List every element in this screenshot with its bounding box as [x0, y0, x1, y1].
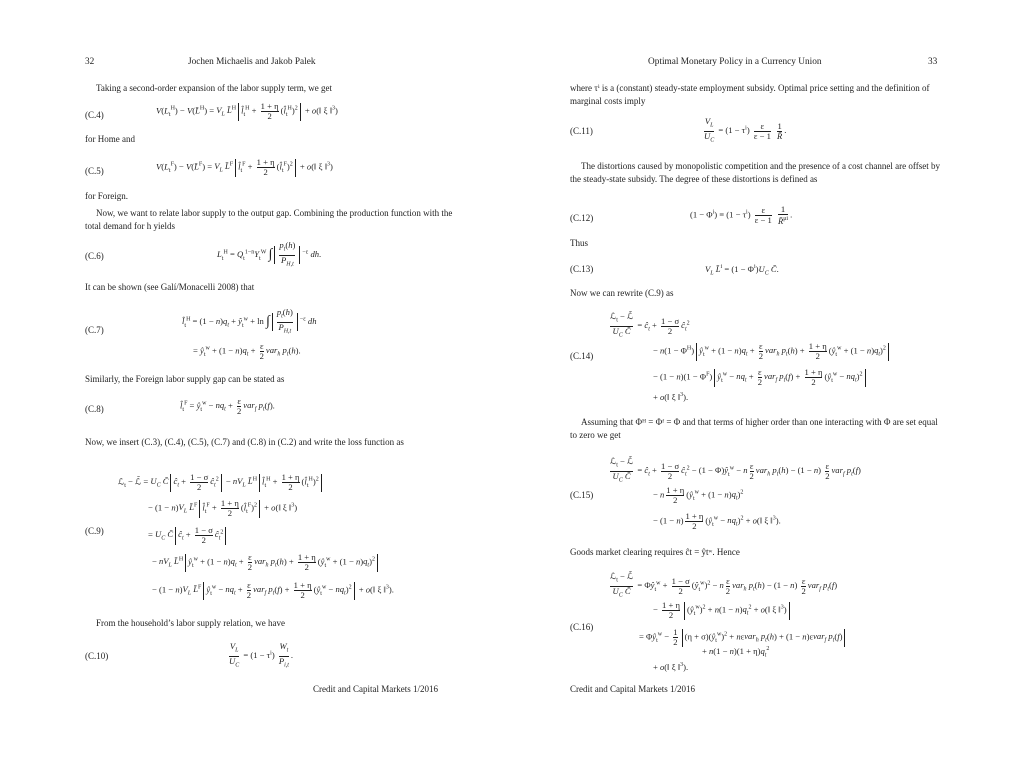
paragraph: Thus — [570, 238, 588, 248]
running-head: Jochen Michaelis and Jakob Palek — [188, 57, 316, 67]
equation-c7-line1: $l̂_t^H = (1 - n)q_t$ + $ŷ_t^w + \ln$ ∫ $\frac{p_t(h)}{P_{H,t}}$ $^{-\varepsilon}$ dh — [182, 307, 317, 335]
paragraph: It can be shown (see Galí/Monacelli 2008) that — [85, 282, 255, 292]
equation-number: (C.4) — [85, 110, 104, 120]
equation-c5: $V(L_t^F)$ − V(L̄$^F$) = $V_L$ L̄$^F$ $l̂_t^F$ + $\frac{1 + \eta}{2}$ $(l̂_t^F)^2$ + o(‖ ξ ‖$^3$) — [156, 157, 333, 177]
footer: Credit and Capital Markets 1/2016 — [313, 684, 438, 694]
equation-c9-line1: ℒ$_t$ − ℒ̄ = $U_C$ C̄ $ĉ_t$ + $\frac{1 - \sigma}{2}$ $ĉ_t^2 - nV_L$ L̄$^H$ $l̂_t^H$ + $\frac{1 + \eta}{2}$ $(l̂_t^H)^2$ — [118, 473, 324, 492]
equation-number: (C.14) — [570, 351, 594, 361]
equation-c11: $\frac{V_L}{U_C}$ = $(1 - \tau^i)$ $\frac{\varepsilon}{\varepsilon - 1}$ $\frac{1}{R̄}$ . — [704, 116, 787, 144]
paragraph: Now, we insert (C.3), (C.4), (C.5), (C.7) and (C.8) in (C.2) and write the loss function as — [85, 437, 404, 447]
paragraph: Now we can rewrite (C.9) as — [570, 288, 674, 298]
equation-c14-line3: − $(1 - n)(1 - \Phi^F)$ $ŷ_t^w - nq_t$ + $\frac{\varepsilon}{2}$ var$_f$ $p_t(f)$ + $\frac{1 + \eta}{2}$ $(ŷ_t^w - nq_t)^2$ — [653, 368, 868, 387]
equation-c13: $V_L$ L̄$^i$ = $(1 - \Phi^i)U_C$ C̄. — [705, 264, 779, 277]
equation-c16-line5: + o(‖ ξ ‖$^3$). — [653, 662, 689, 672]
equation-number: (C.6) — [85, 251, 104, 261]
equation-number: (C.9) — [85, 526, 104, 536]
equation-c16-line2: − $\frac{1 + \eta}{2}$ $(ŷ_t^w)^2 + n(1 - n)q_t^2$ + o(‖ ξ ‖$^3$) — [653, 601, 792, 620]
equation-c4: $V(L_t^H)$ − V(L̄$^H$) = $V_L$ L̄$^H$ $l̂_t^H$ + $\frac{1 + \eta}{2}$ $(l̂_t^H)^2$ + o(‖ ξ ‖$^3$) — [156, 101, 338, 121]
equation-c6: $L_t^H = Q_t^{1-n}Y_t^W$ ∫ $\frac{p_t(h)}{P_{H,t}}$ $^{-\varepsilon}$ dh. — [217, 240, 322, 268]
equation-c14-line4: + o(‖ ξ ‖$^3$). — [653, 392, 689, 402]
equation-c10: $\frac{V_L}{U_C}$ = $(1 - \tau^i)$ $\frac{W_t}{P_{i,t}}$ . — [229, 641, 294, 669]
equation-number: (C.5) — [85, 166, 104, 176]
equation-c9-line3: = $U_C$ C̄ $ĉ_t$ + $\frac{1 - \sigma}{2}$ $ĉ_t^2$ — [148, 526, 228, 545]
equation-c15-line3: − (1 − n) $\frac{1 + \eta}{2}$ $(ŷ_t^w - nq_t)^2$ + o(‖ ξ ‖$^3$). — [653, 511, 781, 531]
equation-number: (C.11) — [570, 126, 593, 136]
equation-c14-line2: − $n(1 - \Phi^H)$ $ŷ_t^w + (1 - n)q_t$ + $\frac{\varepsilon}{2}$ var$_h$ $p_t(h)$ + $\frac{1 + \eta}{2}$ $(ŷ_t^w + (1 - n)q_t)^2$ — [653, 342, 891, 361]
running-head: Optimal Monetary Policy in a Currency Union — [648, 57, 822, 67]
equation-c9-line4: − $nV_L$ L̄$^H$ $ŷ_t^w + (1 - n)q_t$ + $\frac{\varepsilon}{2}$ var$_h$ $p_t(h)$ + $\frac{1 + \eta}{2}$ $(ŷ_t^w + (1 - n)q_t)^2$ — [152, 553, 380, 572]
equation-c9-line2: − $(1 - n)V_L$ L̄$^F$ $l̂_t^F$ + $\frac{1 + \eta}{2}$ $(l̂_t^F)^2$ + o(‖ ξ ‖$^3$) — [148, 498, 298, 518]
paragraph: where τⁱ is a (constant) steady-state employment subsidy. Optimal price setting and the definition of marginal costs imply — [570, 83, 930, 106]
equation-c8: $l̂_t^F$ = $ŷ_t^w - nq_t$ + $\frac{\varepsilon}{2}$ var$_f$ $p_t(f)$. — [180, 396, 275, 416]
equation-c15-line1: $\frac{ℒ_t - ℒ̄}{U_C C̄}$ = $ĉ_t$ + $\frac{1 - \sigma}{2}$ $ĉ_t^2 - (1$ − $\Phi)ŷ_t^w - n$ $\frac{\varepsilon}{2}$ var$_h$ $p_t(h) - (1 - n)$ $\frac{\varepsilon}{2}$ var$_f$ $p_t(f)$ — [610, 456, 861, 484]
equation-c15-line2: − n $\frac{1 + \eta}{2}$ $(ŷ_t^w + (1 - n)q_t)^2$ — [653, 485, 744, 505]
equation-c12: $(1 - \Phi^i) \equiv (1 - \tau^i)$ $\frac{\varepsilon}{\varepsilon - 1}$ $\frac{1}{R̄^{\mu i}}$ . — [690, 204, 793, 226]
footer: Credit and Capital Markets 1/2016 — [570, 684, 695, 694]
equation-c14-line1: $\frac{ℒ_t - ℒ̄}{U_C C̄}$ = $ĉ_t$ + $\frac{1 - \sigma}{2}$ $ĉ_t^2$ — [610, 311, 690, 339]
page-number: 33 — [928, 57, 938, 67]
right-page — [512, 0, 1024, 760]
equation-number: (C.12) — [570, 213, 594, 223]
paragraph: for Foreign. — [85, 191, 128, 201]
equation-number: (C.15) — [570, 490, 594, 500]
paragraph: Similarly, the Foreign labor supply gap can be stated as — [85, 374, 285, 384]
paragraph: Taking a second-order expansion of the labor supply term, we get — [96, 83, 333, 93]
page-number: 32 — [85, 57, 95, 67]
paragraph: The distortions caused by monopolistic competition and the presence of a cost channel are offset by the steady-state subsidy. The degree of these distortions is defined as — [570, 161, 940, 184]
equation-c9-line5: − $(1 - n)V_L$ L̄$^F$ $ŷ_t^w - nq_t$ + $\frac{\varepsilon}{2}$ var$_f$ $p_t(f)$ + $\frac{1 + \eta}{2}$ $(ŷ_t^w - nq_t)^2$ + o(‖ ξ ‖$^3$). — [152, 580, 394, 600]
equation-number: (C.10) — [85, 651, 109, 661]
paragraph: Now, we want to relate labor supply to the output gap. Combining the production function with the total demand for h yields — [85, 208, 453, 231]
paragraph: Assuming that Φᴴ = Φᶠ = Φ and that terms of higher order than one interacting with Φ are set equal to zero we get — [570, 417, 938, 440]
equation-number: (C.13) — [570, 264, 594, 274]
equation-c16-line1: $\frac{ℒ_t - ℒ̄}{U_C C̄}$ = $\Phi ŷ_t^w$ + $\frac{1 - \sigma}{2}$ $(ŷ_t^w)^2 - n$ $\frac{\varepsilon}{2}$ var$_h$ $p_t(h) - (1 - n)$ $\frac{\varepsilon}{2}$ var$_f$ $p_t(f)$ — [610, 571, 838, 599]
equation-c16-line3: = $\Phi ŷ_t^w$ − $\frac{1}{2}$ $(\eta + \sigma)(ŷ_t^w)^2 + n\varepsilon var_h$ $p_t(h) + (1 - n)\varepsilon var_f$ $p_t(f)$ — [639, 628, 847, 647]
equation-number: (C.16) — [570, 622, 594, 632]
paragraph: From the household’s labor supply relation, we have — [96, 618, 285, 628]
equation-c16-line4: + $n(1 - n)(1 + \eta)q_t^2$ — [702, 646, 770, 659]
paragraph: for Home and — [85, 134, 135, 144]
paragraph: Goods market clearing requires ĉt = ŷtʷ. Hence — [570, 547, 740, 557]
equation-number: (C.7) — [85, 325, 104, 335]
equation-number: (C.8) — [85, 404, 104, 414]
equation-c7-line2: = $ŷ_t^w + (1 - n)q_t$ + $\frac{\varepsilon}{2}$ var$_h$ $p_t(h)$. — [193, 341, 301, 361]
